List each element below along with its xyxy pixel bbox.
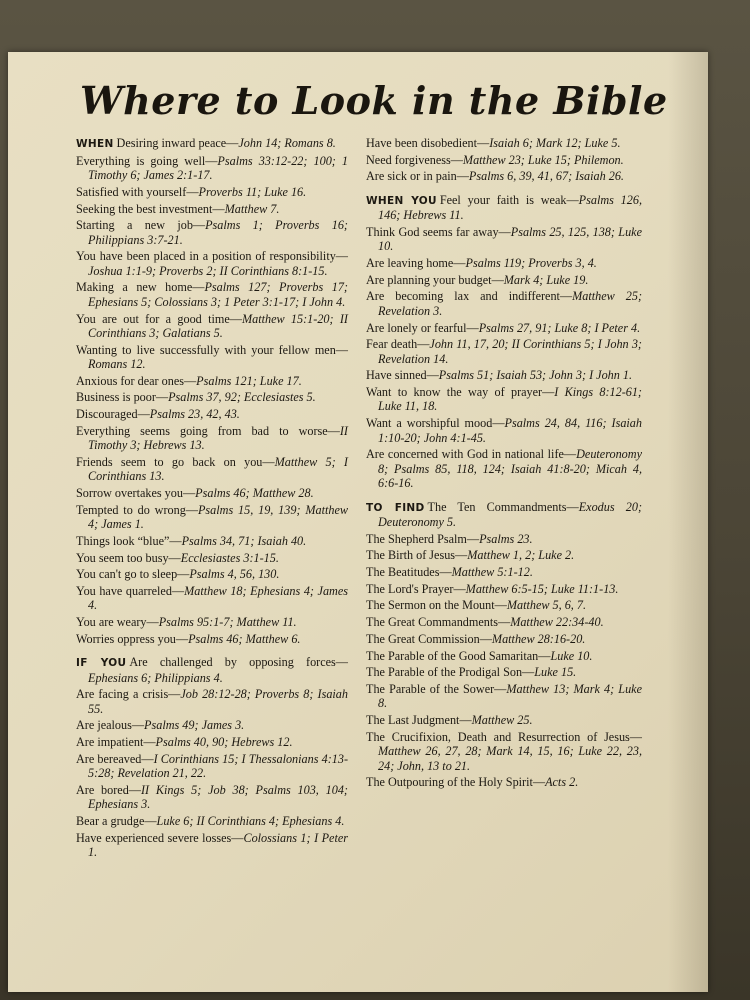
entry-text: Feel your faith is weak—	[439, 192, 579, 207]
entry-when	[76, 136, 348, 151]
entry-text: The Outpouring of the Holy Spirit—	[366, 775, 546, 790]
entry-text: The Crucifixion, Death and Resurrection of Jesus—	[366, 729, 642, 744]
entry-text: The Great Commission—	[366, 631, 492, 646]
entry-text: Are becoming lax and indifferent—	[366, 289, 573, 304]
entry-text: Friends seem to go back on you—	[76, 454, 275, 469]
scripture-reference: Psalms 119; Proverbs 3, 4.	[465, 256, 597, 271]
entry-text: Business is poor—	[76, 390, 169, 405]
entry-when	[76, 185, 348, 199]
entry-if-you	[76, 687, 348, 716]
entry-when-you	[366, 321, 642, 335]
entry-text: Have been disobedient—	[366, 136, 490, 150]
scripture-reference: Matthew 25; Revelation 3.	[378, 289, 642, 318]
entry-to-find	[366, 649, 642, 663]
entry-text: Are impatient—	[76, 735, 156, 750]
entry-text: The Ten Commandments—	[427, 499, 579, 514]
scripture-reference: Psalms 33:12-22; 100; 1 Timothy 6; James 2:1-17.	[88, 153, 349, 183]
scripture-reference: Colossians 1; I Peter 1.	[88, 830, 348, 860]
entry-text: Wanting to live successfully with your fellow men—	[76, 342, 348, 357]
scripture-reference: Luke 6; II Corinthians 4; Ephesians 4.	[156, 814, 345, 829]
scripture-reference: Matthew 5; I Corinthians 13.	[88, 454, 348, 484]
entry-text: The Last Judgment—	[366, 713, 472, 728]
entry-when	[76, 390, 348, 404]
entry-text: The Parable of the Good Samaritan—	[366, 648, 551, 663]
entry-when	[76, 374, 348, 388]
scripture-reference: Psalms 121; Luke 17.	[196, 373, 302, 388]
section-label-when: WHEN	[76, 138, 114, 150]
entry-if-you	[76, 752, 348, 781]
entry-text: Anxious for dear ones—	[76, 373, 197, 388]
entry-when	[76, 202, 348, 216]
entry-if-you	[76, 814, 348, 828]
scripture-reference: Psalms 46; Matthew 6.	[188, 631, 301, 646]
scripture-reference: Exodus 20; Deuteronomy 5.	[378, 499, 643, 529]
scripture-reference: Matthew 15:1-20; II Corinthians 3; Galatians 5.	[88, 311, 348, 340]
entry-text: Starting a new job—	[76, 218, 206, 233]
scripture-reference: Psalms 34, 71; Isaiah 40.	[181, 533, 307, 548]
entry-text: Want to know the way of prayer—	[366, 385, 555, 400]
entry-text: The Parable of the Prodigal Son—	[366, 665, 535, 680]
scripture-reference: Luke 15.	[534, 665, 577, 680]
scripture-reference: Psalms 27, 91; Luke 8; I Peter 4.	[478, 320, 641, 335]
left-column	[76, 136, 348, 862]
entry-text: Bear a grudge—	[76, 814, 157, 829]
entry-when	[76, 567, 348, 581]
scripture-reference: Psalms 40, 90; Hebrews 12.	[155, 735, 293, 750]
entry-text: Are bereaved—	[76, 751, 154, 766]
scripture-reference: Psalms 37, 92; Ecclesiastes 5.	[168, 390, 316, 405]
scripture-reference: Psalms 25, 125, 138; Luke 10.	[378, 224, 642, 254]
scripture-reference: I Kings 8:12-61; Luke 11, 18.	[378, 385, 642, 414]
entry-when	[76, 486, 348, 500]
entry-to-find	[366, 548, 642, 562]
entry-text: Worries oppress you—	[76, 631, 189, 646]
entry-to-find	[366, 500, 642, 530]
right-column	[366, 136, 642, 792]
entry-when	[76, 584, 348, 613]
scripture-reference: Matthew 1, 2; Luke 2.	[467, 548, 575, 563]
entry-when-you	[366, 225, 642, 254]
scripture-reference: Matthew 5:1-12.	[451, 565, 533, 580]
scripture-reference: Psalms 23, 42, 43.	[149, 407, 240, 422]
scripture-reference: Psalms 23.	[479, 531, 533, 546]
entry-if-you	[366, 136, 642, 150]
scripture-reference: John 11, 17, 20; II Corinthians 5; I John 3; Revelation 14.	[378, 337, 642, 366]
entry-text: Everything seems going from bad to worse—	[76, 423, 340, 438]
entry-when	[76, 312, 348, 341]
scripture-reference: Isaiah 6; Mark 12; Luke 5.	[489, 136, 621, 150]
entry-when-you	[366, 273, 642, 287]
entry-to-find	[366, 713, 642, 727]
scripture-reference: Psalms 46; Matthew 28.	[195, 486, 314, 501]
scripture-reference: Proverbs 11; Luke 16.	[198, 184, 307, 199]
entry-when	[76, 407, 348, 421]
entry-text: Want a worshipful mood—	[366, 416, 505, 431]
entry-when	[76, 424, 348, 453]
entry-text: The Beatitudes—	[366, 565, 452, 580]
scripture-reference: Psalms 24, 84, 116; Isaiah 1:10-20; John 4:1-45.	[378, 416, 642, 445]
entry-if-you	[76, 718, 348, 732]
entry-when	[76, 343, 348, 372]
entry-to-find	[366, 532, 642, 546]
entry-text: You have quarreled—	[76, 584, 185, 599]
entry-when	[76, 632, 348, 646]
entry-when	[76, 455, 348, 484]
entry-text: You are weary—	[76, 615, 159, 630]
scripture-reference: Psalms 6, 39, 41, 67; Isaiah 26.	[468, 169, 624, 184]
scripture-reference: Psalms 127; Proverbs 17; Ephesians 5; Colossians 3; 1 Peter 3:1-17; I John 4.	[88, 280, 348, 309]
entry-when-you	[366, 368, 642, 382]
entry-text: Think God seems far away—	[366, 224, 511, 239]
entry-text: Seeking the best investment—	[76, 201, 225, 216]
scripture-reference: Matthew 28:16-20.	[491, 631, 586, 646]
page-title: Where to Look in the Bible	[80, 78, 668, 123]
scripture-reference: Job 28:12-28; Proverbs 8; Isaiah 55.	[88, 687, 348, 716]
scripture-reference: Matthew 7.	[224, 201, 280, 216]
entry-to-find	[366, 598, 642, 612]
scripture-reference: Acts 2.	[545, 775, 579, 790]
entry-to-find	[366, 615, 642, 629]
entry-text: The Shepherd Psalm—	[366, 531, 480, 546]
scripture-reference: John 14; Romans 8.	[238, 136, 336, 150]
entry-text: Are challenged by opposing forces—	[129, 655, 348, 670]
entry-text: Are bored—	[76, 782, 141, 797]
entry-to-find	[366, 775, 642, 789]
scripture-reference: Matthew 23; Luke 15; Philemon.	[462, 152, 624, 167]
entry-text: Are sick or in pain—	[366, 169, 469, 184]
entry-text: Have experienced severe losses—	[76, 830, 244, 845]
scripture-reference: Matthew 6:5-15; Luke 11:1-13.	[465, 581, 619, 596]
scripture-reference: Matthew 26, 27, 28; Mark 14, 15, 16; Luke 22, 23, 24; John, 13 to 21.	[378, 744, 642, 773]
scripture-reference: II Kings 5; Job 38; Psalms 103, 104; Ephesians 3.	[88, 782, 348, 812]
entry-if-you	[76, 831, 348, 860]
scripture-reference: II Timothy 3; Hebrews 13.	[88, 423, 348, 453]
entry-to-find	[366, 730, 642, 773]
scripture-reference: Matthew 22:34-40.	[510, 615, 604, 630]
scripture-reference: Joshua 1:1-9; Proverbs 2; II Corinthians 8:1-15.	[88, 263, 328, 278]
scripture-reference: Deuteronomy 8; Psalms 85, 118, 124; Isaiah 41:8-20; Micah 4, 6:6-16.	[378, 447, 642, 491]
entry-if-you	[76, 735, 348, 749]
entry-when-you	[366, 416, 642, 445]
entry-text: Are facing a crisis—	[76, 687, 181, 702]
entry-when-you	[366, 385, 642, 414]
entry-text: Are planning your budget—	[366, 272, 504, 287]
entry-to-find	[366, 632, 642, 646]
entry-when-you	[366, 256, 642, 270]
entry-text: Tempted to do wrong—	[76, 502, 198, 517]
entry-text: Fear death—	[366, 337, 430, 352]
entry-to-find	[366, 665, 642, 679]
entry-when	[76, 551, 348, 565]
entry-when-you	[366, 289, 642, 318]
scripture-reference: I Corinthians 15; I Thessalonians 4:13-5:28; Revelation 21, 22.	[88, 751, 348, 781]
scripture-reference: Psalms 4, 56, 130.	[189, 567, 280, 582]
entry-text: Are leaving home—	[366, 256, 466, 271]
entry-text: Satisfied with yourself—	[76, 184, 199, 199]
entry-when	[76, 218, 348, 247]
scripture-reference: Matthew 5, 6, 7.	[506, 598, 587, 613]
entry-text: You have been placed in a position of responsibility—	[76, 249, 348, 264]
entry-to-find	[366, 565, 642, 579]
scripture-reference: Luke 10.	[550, 648, 593, 663]
entry-text: Sorrow overtakes you—	[76, 486, 196, 501]
scripture-reference: Psalms 126, 146; Hebrews 11.	[378, 192, 642, 223]
entry-text: Are lonely or fearful—	[366, 320, 479, 335]
scripture-reference: Psalms 49; James 3.	[144, 718, 245, 733]
scripture-reference: Psalms 95:1-7; Matthew 11.	[158, 615, 297, 630]
bible-guide-page	[8, 52, 708, 992]
entry-text: Need forgiveness—	[366, 152, 463, 167]
scripture-reference: Ephesians 6; Philippians 4.	[88, 670, 223, 685]
scripture-reference: Ecclesiastes 3:1-15.	[180, 550, 279, 565]
entry-text: Making a new home—	[76, 280, 205, 295]
scripture-reference: Psalms 51; Isaiah 53; John 3; I John 1.	[438, 368, 633, 383]
entry-if-you	[76, 783, 348, 812]
entry-when	[76, 154, 348, 183]
entry-to-find	[366, 582, 642, 596]
entry-if-you	[366, 169, 642, 183]
entry-text: The Birth of Jesus—	[366, 548, 468, 563]
section-label-if-you: IF YOU	[76, 657, 127, 670]
entry-text: The Sermon on the Mount—	[366, 598, 507, 613]
entry-when	[76, 615, 348, 629]
entry-text: The Lord's Prayer—	[366, 581, 466, 596]
entry-text: The Parable of the Sower—	[366, 681, 507, 696]
entry-text: You seem too busy—	[76, 550, 181, 565]
scripture-reference: Psalms 1; Proverbs 16; Philippians 3:7-21.	[88, 218, 348, 247]
entry-text: The Great Commandments—	[366, 615, 511, 630]
entry-when-you	[366, 193, 642, 223]
entry-text: Have sinned—	[366, 368, 439, 383]
entry-text: You can't go to sleep—	[76, 567, 190, 582]
scripture-reference: Psalms 15, 19, 139; Matthew 4; James 1.	[88, 502, 349, 532]
section-label-when-you: WHEN YOU	[366, 194, 437, 207]
entry-when-you	[366, 447, 642, 490]
entry-when	[76, 534, 348, 548]
entry-text: You are out for a good time—	[76, 311, 242, 326]
scripture-reference: Romans 12.	[88, 357, 146, 372]
entry-if-you	[76, 655, 348, 685]
entry-when	[76, 503, 348, 532]
section-label-to-find: TO FIND	[366, 501, 425, 514]
entry-text: Discouraged—	[76, 407, 150, 422]
scripture-reference: Matthew 18; Ephesians 4; James 4.	[88, 584, 349, 613]
entry-text: Are concerned with God in national life—	[366, 447, 577, 462]
entry-text: Are jealous—	[76, 718, 145, 733]
entry-text: Things look “blue”—	[76, 533, 182, 548]
scripture-reference: Matthew 13; Mark 4; Luke 8.	[378, 681, 642, 711]
entry-to-find	[366, 682, 642, 711]
entry-text: Everything is going well—	[76, 153, 218, 168]
scripture-reference: Matthew 25.	[471, 713, 533, 728]
entry-when-you	[366, 337, 642, 366]
scripture-reference: Mark 4; Luke 19.	[503, 272, 589, 287]
entry-text: Desiring inward peace—	[116, 136, 239, 150]
entry-when	[76, 249, 348, 278]
entry-when	[76, 280, 348, 309]
entry-if-you	[366, 153, 642, 167]
